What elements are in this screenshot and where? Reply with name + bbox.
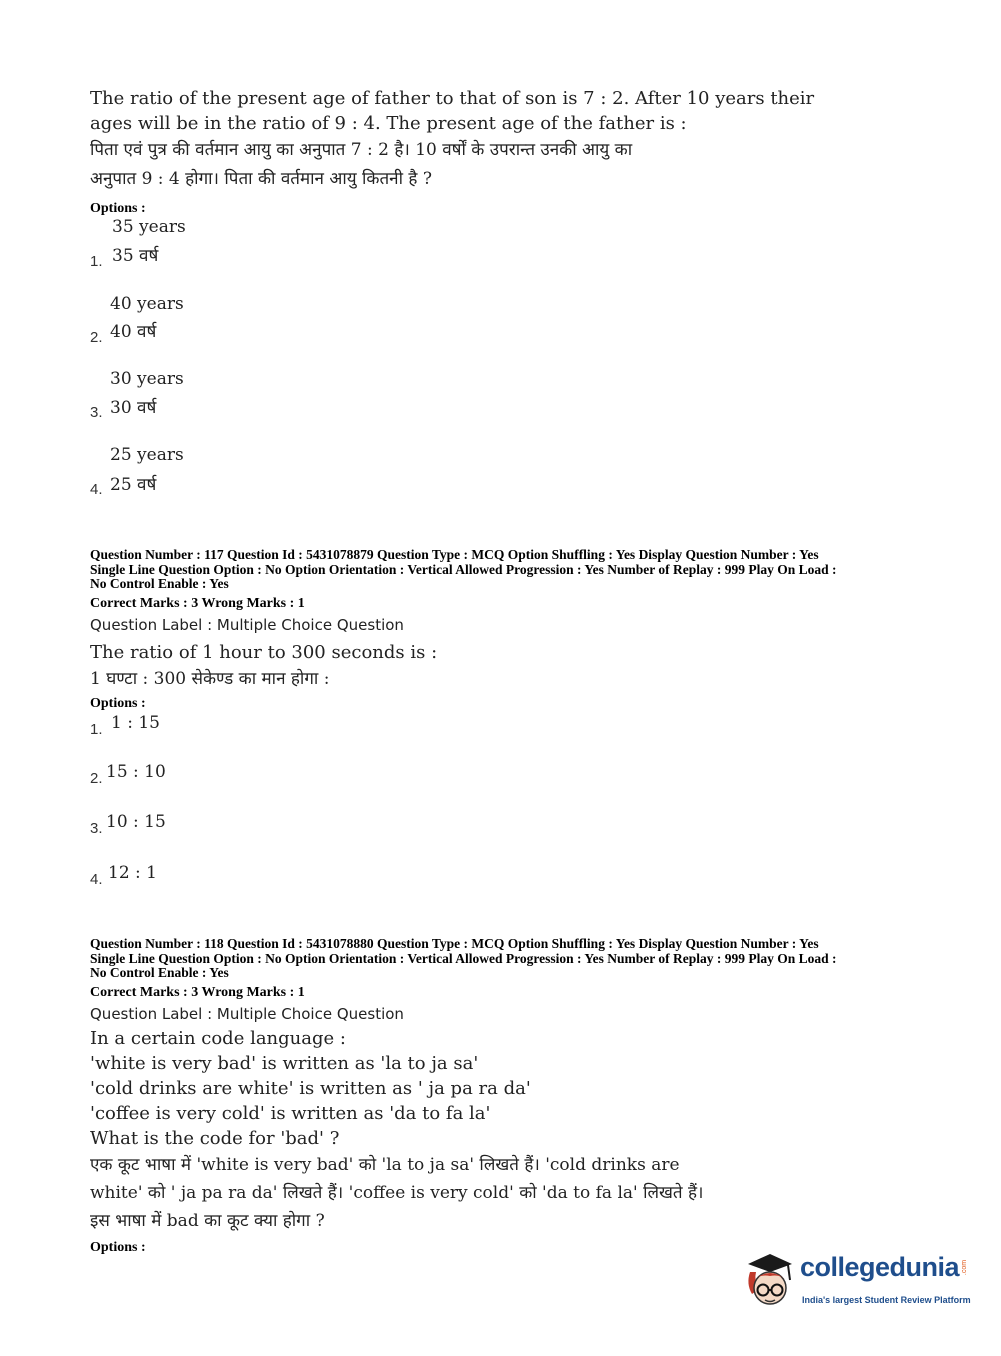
meta-line: Question Number : 117 Question Id : 5431078879 Question Type : MCQ Option Shuffling : Yes Display Question Number : Yes — [90, 547, 819, 562]
meta-line: Single Line Question Option : No Option Orientation : Vertical Allowed Progression : Yes Number of Replay : 999 Play On Load : — [90, 561, 837, 577]
options-label: Options : — [90, 201, 146, 216]
option-2-en: 40 years — [110, 294, 184, 314]
option-2-number: 2. — [90, 770, 103, 787]
option-4-number: 4. — [90, 871, 103, 888]
question-label: Question Label : Multiple Choice Question — [90, 616, 404, 634]
question-text-en-line: 'cold drinks are white' is written as ' ja pa ra da' — [90, 1078, 531, 1099]
question-text-en-line: 'coffee is very cold' is written as 'da to fa la' — [90, 1103, 491, 1124]
question-text-hi-line: अनुपात 9 : 4 होगा। पिता की वर्तमान आयु कितनी है ? — [90, 169, 432, 189]
question-label: Question Label : Multiple Choice Question — [90, 1005, 404, 1023]
question-118-meta — [90, 937, 910, 981]
options-label: Options : — [90, 1240, 146, 1255]
collegedunia-logo — [740, 1250, 970, 1315]
question-text-en-line: The ratio of 1 hour to 300 seconds is : — [90, 642, 438, 663]
question-118-text — [90, 1026, 704, 1234]
option-3-number: 3. — [90, 820, 103, 837]
option-1-value: 1 : 15 — [111, 713, 160, 733]
meta-line: No Control Enable : Yes — [90, 965, 229, 980]
marks-line: Correct Marks : 3 Wrong Marks : 1 — [90, 985, 305, 1000]
option-3-hi: 30 वर्ष — [110, 398, 157, 418]
question-text-en-line: In a certain code language : — [90, 1028, 346, 1049]
question-text-en-line: 'white is very bad' is written as 'la to ja sa' — [90, 1053, 479, 1074]
option-1-number: 1. — [90, 721, 103, 738]
logo-tagline: India's largest Student Review Platform — [802, 1295, 971, 1305]
option-3-en: 30 years — [110, 369, 184, 389]
option-4-value: 12 : 1 — [108, 863, 157, 883]
option-1-hi: 35 वर्ष — [112, 246, 159, 266]
option-4-number: 4. — [90, 481, 103, 498]
meta-line: Single Line Question Option : No Option Orientation : Vertical Allowed Progression : Yes Number of Replay : 999 Play On Load : — [90, 950, 837, 966]
question-text-en-line: ages will be in the ratio of 9 : 4. The present age of the father is : — [90, 113, 687, 134]
meta-line: No Control Enable : Yes — [90, 576, 229, 591]
option-3-number: 3. — [90, 404, 103, 421]
option-4-en: 25 years — [110, 445, 184, 465]
option-3-value: 10 : 15 — [106, 812, 166, 832]
question-116-text — [90, 86, 814, 192]
question-text-hi-line: एक कूट भाषा में 'white is very bad' को 'la to ja sa' लिखते हैं। 'cold drinks are — [90, 1155, 680, 1175]
logo-domain: .com — [961, 1259, 969, 1276]
question-text-hi-line: पिता एवं पुत्र की वर्तमान आयु का अनुपात 7 : 2 है। 10 वर्षों के उपरान्त उनकी आयु का — [90, 140, 633, 160]
meta-line: Question Number : 118 Question Id : 5431078880 Question Type : MCQ Option Shuffling : Yes Display Question Number : Yes — [90, 936, 819, 951]
marks-line: Correct Marks : 3 Wrong Marks : 1 — [90, 596, 305, 611]
option-1-en: 35 years — [112, 217, 186, 237]
option-1-number: 1. — [90, 253, 103, 270]
options-label: Options : — [90, 696, 146, 711]
option-2-value: 15 : 10 — [106, 762, 166, 782]
question-117-meta — [90, 548, 910, 592]
question-text-en-line: The ratio of the present age of father to that of son is 7 : 2. After 10 years their — [90, 88, 815, 109]
question-text-en-line: What is the code for 'bad' ? — [90, 1128, 340, 1149]
mascot-icon — [740, 1250, 800, 1310]
option-2-hi: 40 वर्ष — [110, 322, 157, 342]
option-2-number: 2. — [90, 329, 103, 346]
question-text-hi-line: 1 घण्टा : 300 सेकेण्ड का मान होगा : — [90, 669, 330, 689]
logo-wordmark: collegedunia — [800, 1252, 960, 1282]
question-text-hi-line: white' को ' ja pa ra da' लिखते हैं। 'coffee is very cold' को 'da to fa la' लिखते हैं। — [90, 1183, 704, 1203]
question-117-text — [90, 640, 437, 692]
option-4-hi: 25 वर्ष — [110, 475, 157, 495]
question-text-hi-line: इस भाषा में bad का कूट क्या होगा ? — [90, 1211, 325, 1231]
